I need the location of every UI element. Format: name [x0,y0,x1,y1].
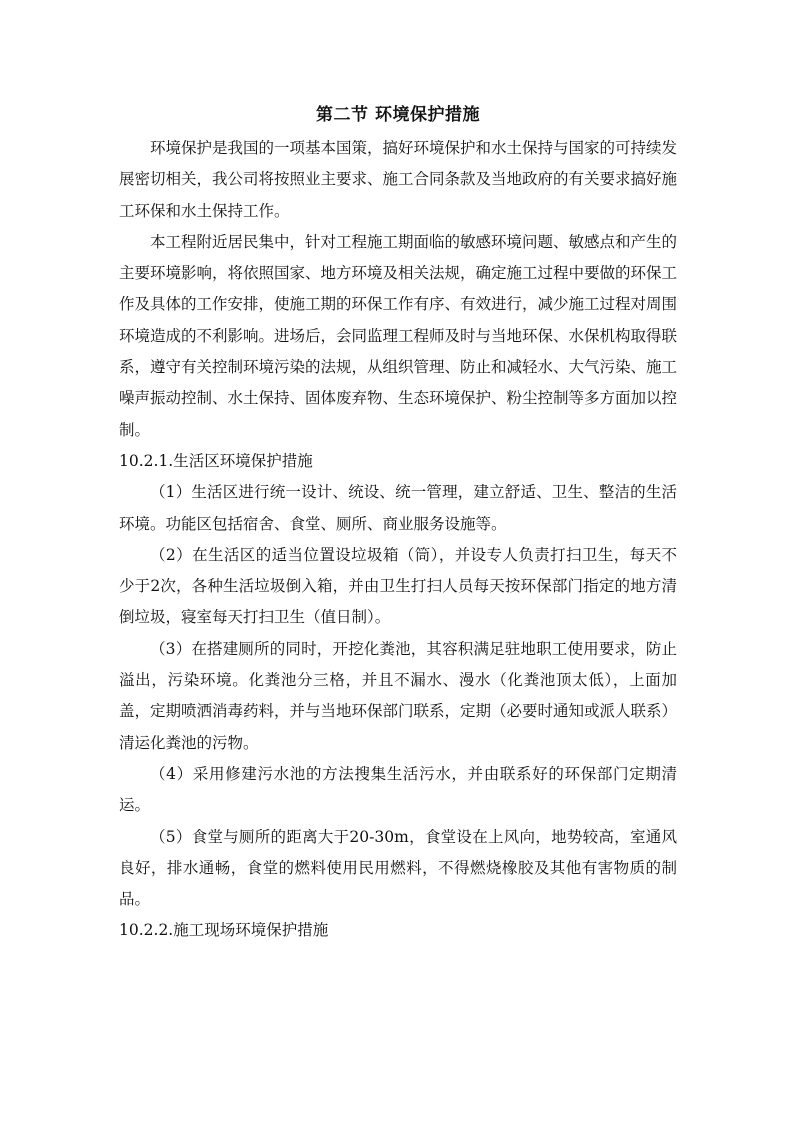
list-item-2: （2）在生活区的适当位置设垃圾箱（筒），并设专人负责打扫卫生，每天不少于2次，各种生活垃圾倒入箱，并由卫生打扫人员每天按环保部门指定的地方清倒垃圾，寝室每天打扫卫生（值日制）。 [119,545,677,627]
list-item-4: （4）采用修建污水池的方法搜集生活污水，并由联系好的环保部门定期清运。 [119,764,677,815]
intro-paragraph-2: 本工程附近居民集中，针对工程施工期面临的敏感环境问题、敏感点和产生的主要环境影响，将依照国家、地方环境及相关法规，确定施工过程中要做的环保工作及具体的工作安排，使施工期的环保工作有序、有效进行，减少施工过程对周围环境造成的不利影响。进场后，会同监理工程师及时与当地环保、水保机构取得联系，遵守有关控制环境污染的法规，从组织管理、防止和减轻水、大气污染、施工噪声振动控制、水土保持、固体废弃物、生态环境保护、粉尘控制等多方面加以控制。 [119,232,678,439]
subsection-heading-construction-site: 10.2.2.施工现场环境保护措施 [119,921,329,940]
list-item-5: （5）食堂与厕所的距离大于20-30m，食堂设在上风向，地势较高，室通风良好，排水通畅，食堂的燃料使用民用燃料，不得燃烧橡胶及其他有害物质的制品。 [119,827,677,909]
subsection-heading-living-area: 10.2.1.生活区环境保护措施 [119,451,313,470]
section-title: 第二节 环境保护措施 [316,105,480,125]
intro-paragraph-1: 环境保护是我国的一项基本国策，搞好环境保护和水土保持与国家的可持续发展密切相关，我公司将按照业主要求、施工合同条款及当地政府的有关要求搞好施工环保和水土保持工作。 [119,139,678,220]
list-item-3: （3）在搭建厕所的同时，开挖化粪池，其容积满足驻地职工使用要求，防止溢出，污染环境。化粪池分三格，并且不漏水、漫水（化粪池顶太低），上面加盖，定期喷洒消毒药料，并与当地环保部门联系，定期（必要时通知或派人联系）清运化粪池的污物。 [119,639,678,752]
list-item-1: （1）生活区进行统一设计、统设、统一管理，建立舒适、卫生、整洁的生活环境。功能区包括宿舍、食堂、厕所、商业服务设施等。 [119,483,677,533]
